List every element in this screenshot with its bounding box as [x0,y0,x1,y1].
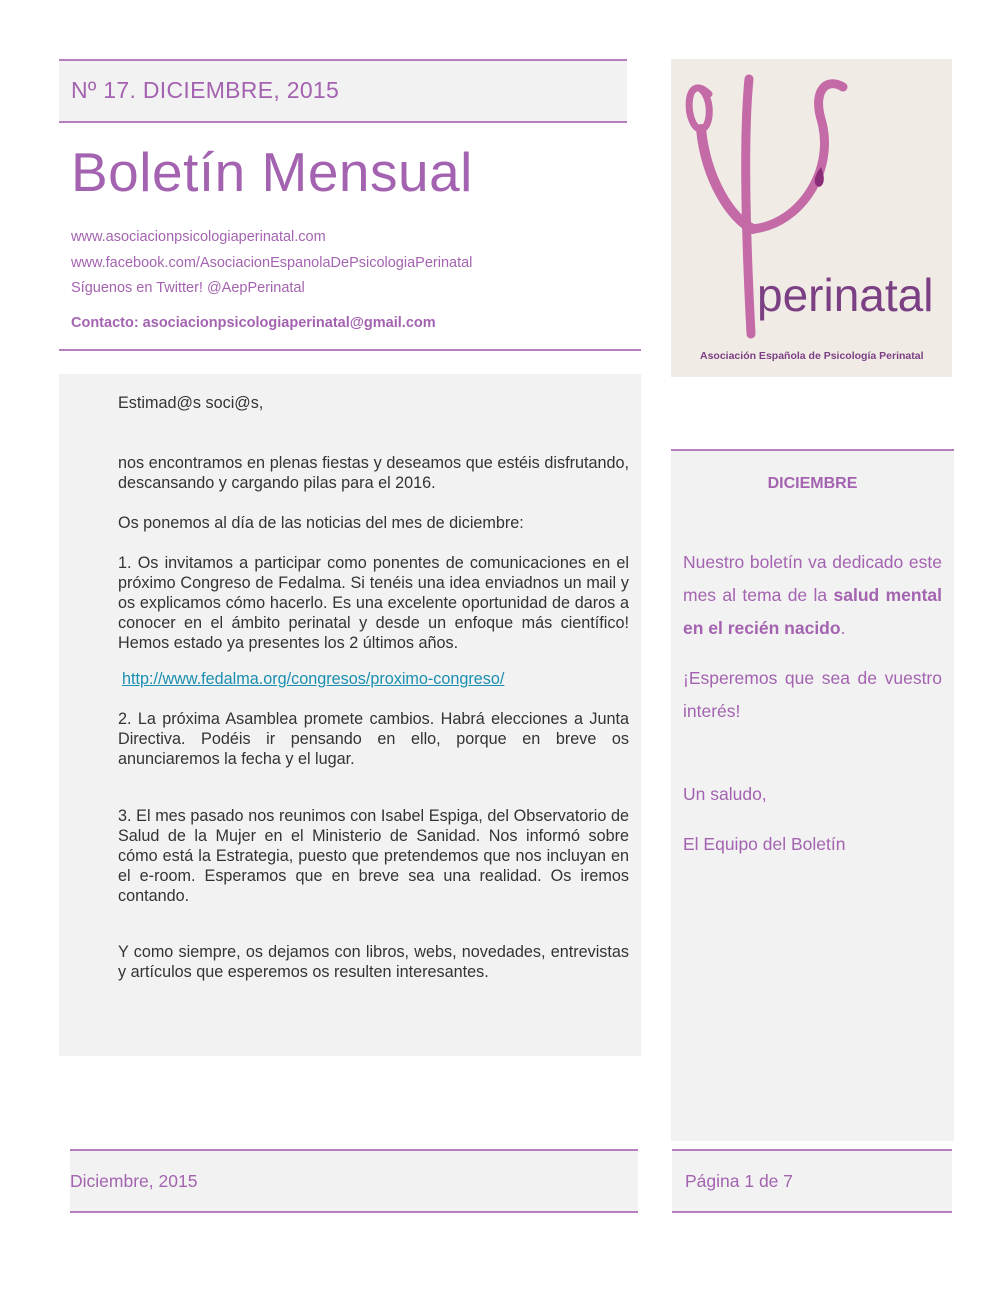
header-links [71,225,472,302]
letter-paragraph: 1. Os invitamos a participar como ponentes de comunicaciones en el próximo Congreso de Fedalma. Si tenéis una idea enviadnos un mail y os explicamos cómo hacerlo. Es una excelente oportunidad de daros a conocer en el ámbito perinatal y desde un enfoque más científico! Hemos estado ya presentes los 2 últimos años. [118,554,629,652]
footer-date: Diciembre, 2015 [70,1171,198,1191]
issue-number: Nº 17. DICIEMBRE, 2015 [71,77,340,103]
twitter-link[interactable]: Síguenos en Twitter! @AepPerinatal [71,280,305,296]
footer-date-box [70,1151,638,1211]
sidebar-body [683,546,942,878]
page-title: Boletín Mensual [71,141,473,203]
sidebar-heading: DICIEMBRE [767,475,858,492]
letter-greeting: Estimad@s soci@s, [118,394,264,412]
letter-paragraph: 2. La próxima Asamblea promete cambios. Habrá elecciones a Junta Directiva. Podéis ir pensando en ello, porque en breve os anunciaremos la fecha y el lugar. [118,710,629,768]
sidebar-signature: El Equipo del Boletín [683,834,846,854]
issue-banner [59,61,627,121]
contact-email[interactable]: Contacto: asociacionpsicologiaperinatal@gmail.com [71,315,436,331]
letter-box [59,374,641,1056]
page-number: Página 1 de 7 [685,1171,794,1191]
facebook-link[interactable]: www.facebook.com/AsociacionEspanolaDePsicologiaPerinatal [71,254,473,271]
logo-wordmark: perinatal [757,269,934,321]
website-link[interactable]: www.asociacionpsicologiaperinatal.com [71,229,326,245]
sidebar-topic: salud mental en el recién nacido [683,585,942,638]
logo-subtitle: Asociación Española de Psicología Perinatal [700,350,924,362]
psi-logo-icon [671,59,952,377]
sidebar-intro: Nuestro boletín va dedicado este mes al tema de la salud mental en el recién nacido. [683,552,942,638]
sidebar-wish: ¡Esperemos que sea de vuestro interés! [683,668,942,721]
header-bottom-rule [59,121,627,123]
letter-body [118,393,629,1002]
sidebar-greeting: Un saludo, [683,784,767,804]
footer-right-bottom-rule [672,1211,952,1213]
sidebar [671,451,954,1141]
perinatal-logo [671,59,952,377]
header-section-rule [59,349,641,351]
footer-page-box [672,1151,952,1211]
footer-left-bottom-rule [70,1211,638,1213]
letter-paragraph: Y como siempre, os dejamos con libros, webs, novedades, entrevistas y artículos que esperemos os resulten interesantes. [118,943,629,981]
fedalma-link[interactable]: http://www.fedalma.org/congresos/proximo-congreso/ [122,670,505,688]
letter-paragraph: Os ponemos al día de las noticias del mes de diciembre: [118,514,524,532]
letter-paragraph: nos encontramos en plenas fiestas y deseamos que estéis disfrutando, descansando y cargando pilas para el 2016. [118,454,629,492]
letter-paragraph: 3. El mes pasado nos reunimos con Isabel Espiga, del Observatorio de Salud de la Mujer en el Ministerio de Sanidad. Nos informó sobre cómo está la Estrategia, puesto que pretendemos que nos incluyan en el e-room. Esperamos que en breve sea una realidad. Os iremos contando. [118,807,629,905]
